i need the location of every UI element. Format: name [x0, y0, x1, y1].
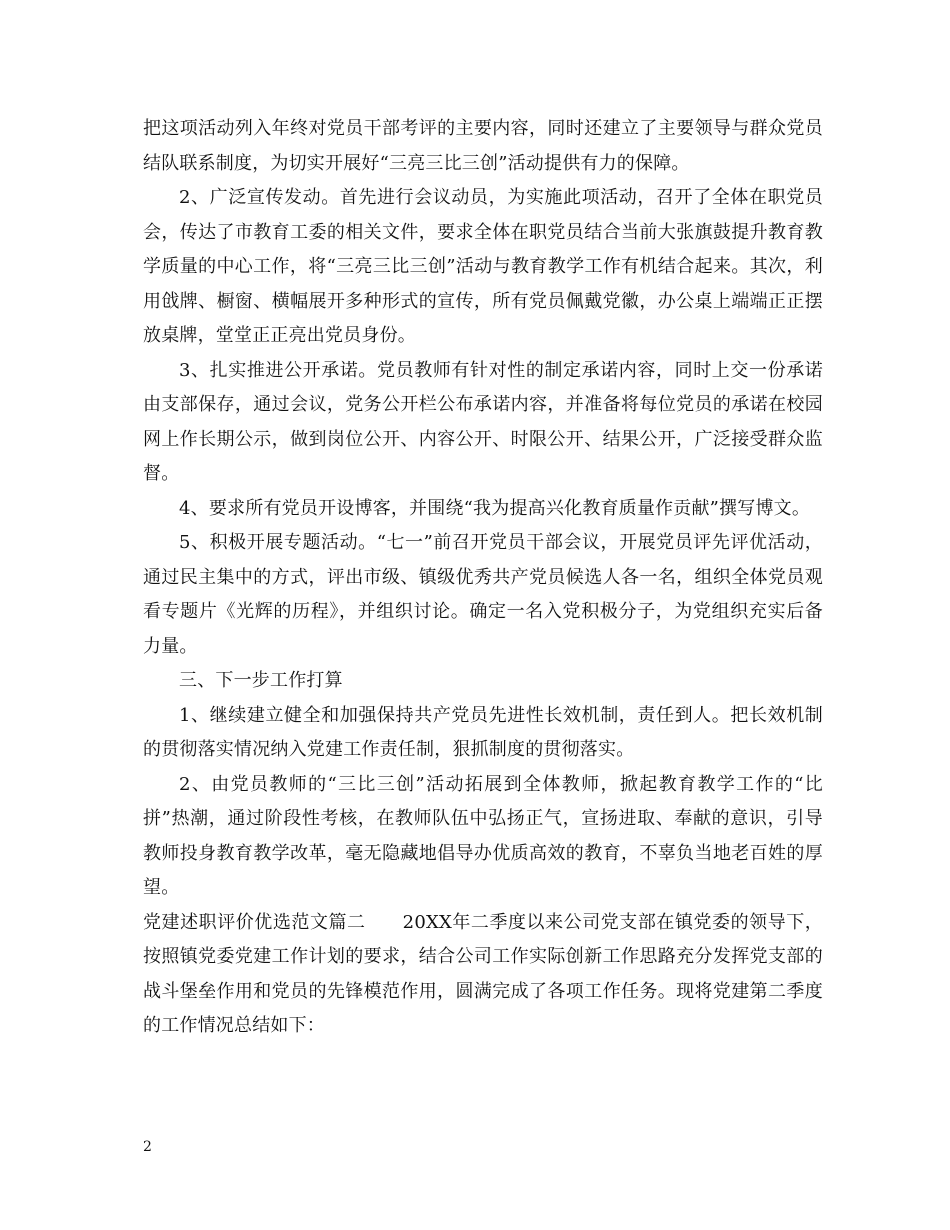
paragraph-next-step-2: 2、由党员教师的“三比三创”活动拓展到全体教师，掀起教育教学工作的“比拼”热潮，通过阶段性考核，在教师队伍中弘扬正气，宣扬进取、奉献的意识，引导教师投身教育教学改革，毫无隐藏地倡导办优质高效的教育，不辜负当地老百姓的厚望。 — [143, 773, 823, 898]
paragraph-article-two-intro: 党建述职评价优选范文篇二 20XX年二季度以来公司党支部在镇党委的领导下，按照镇党委党建工作计划的要求，结合公司工作实际创新工作思路充分发挥党支部的战斗堡垒作用和党员的先锋模范作用，圆满完成了各项工作任务。现将党建第二季度的工作情况总结如下： — [143, 911, 823, 1036]
paragraph-item-4-blog: 4、要求所有党员开设博客，并围绕“我为提高兴化教育质量作贡献”撰写博文。 — [179, 497, 811, 519]
paragraph-continuation: 把这项活动列入年终对党员干部考评的主要内容，同时还建立了主要领导与群众党员结队联系制度，为切实开展好“三亮三比三创”活动提供有力的保障。 — [143, 118, 823, 174]
paragraph-next-step-1: 1、继续建立健全和加强保持共产党员先进性长效机制，责任到人。把长效机制的贯彻落实情况纳入党建工作责任制，狠抓制度的贯彻落实。 — [143, 704, 823, 760]
page-number: 2 — [143, 1139, 152, 1155]
document-body — [143, 112, 823, 1044]
section-heading-next-steps: 三、下一步工作打算 — [179, 670, 343, 691]
paragraph-item-5-activities: 5、积极开展专题活动。“七一”前召开党员干部会议，开展党员评先评优活动，通过民主集中的方式，评出市级、镇级优秀共产党员候选人各一名，组织全体党员观看专题片《光辉的历程》，并组织讨论。确定一名入党积极分子，为党组织充实后备力量。 — [143, 532, 823, 657]
paragraph-item-2-publicity: 2、广泛宣传发动。首先进行会议动员，为实施此项活动，召开了全体在职党员会，传达了市教育工委的相关文件，要求全体在职党员结合当前大张旗鼓提升教育教学质量的中心工作，将“三亮三比三创”活动与教育教学工作有机结合起来。其次，利用戗牌、橱窗、横幅展开多种形式的宣传，所有党员佩戴党徽，办公桌上端端正正摆放桌牌，堂堂正正亮出党员身份。 — [143, 187, 823, 346]
paragraph-item-3-commitment: 3、扎实推进公开承诺。党员教师有针对性的制定承诺内容，同时上交一份承诺由支部保存，通过会议，党务公开栏公布承诺内容，并准备将每位党员的承诺在校园网上作长期公示，做到岗位公开、内容公开、时限公开、结果公开，广泛接受群众监督。 — [143, 359, 823, 484]
